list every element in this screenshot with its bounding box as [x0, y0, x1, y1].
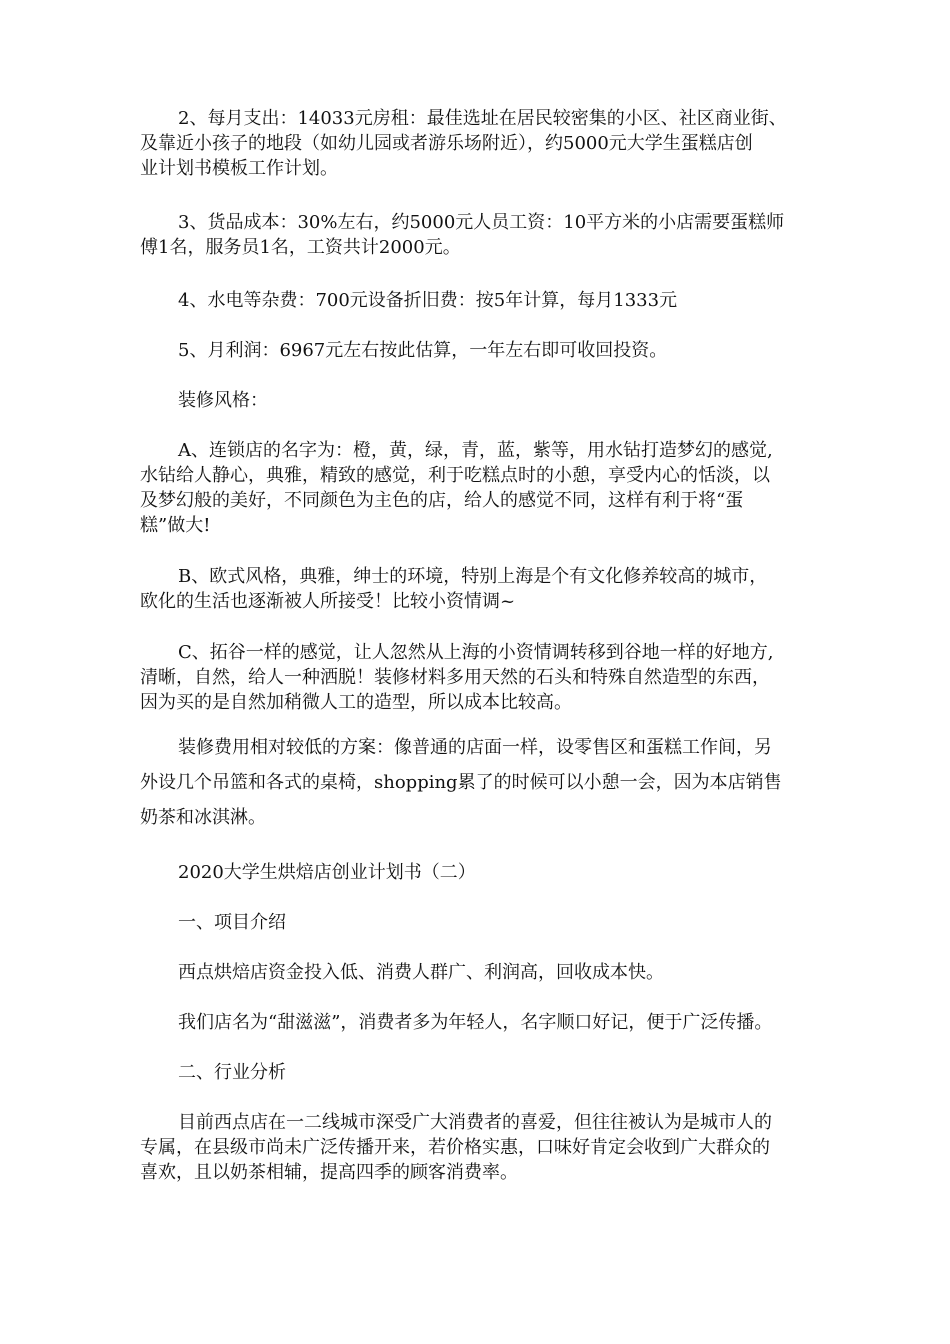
text-line: 2、每月支出：14033元房租：最佳选址在居民较密集的小区、社区商业街、: [178, 108, 787, 129]
heading-project-intro: [140, 910, 286, 935]
paragraph-style-b: [140, 564, 767, 614]
text-line: 我们店名为“甜滋滋”，消费者多为年轻人，名字顺口好记，便于广泛传播。: [178, 1012, 773, 1033]
text-line: 西点烘焙店资金投入低、消费人群广、利润高，回收成本快。: [178, 962, 664, 983]
heading-industry-analysis: [140, 1060, 286, 1085]
text-line: C、拓谷一样的感觉，让人忽然从上海的小资情调转移到谷地一样的好地方,: [178, 642, 774, 663]
paragraph-intro-2: [140, 1010, 772, 1035]
paragraph-intro-1: [140, 960, 664, 985]
text-line: 5、月利润：6967元左右按此估算，一年左右即可收回投资。: [178, 340, 668, 361]
text-line: 喜欢，且以奶茶相辅，提高四季的顾客消费率。: [140, 1162, 518, 1183]
text-line: 及靠近小孩子的地段（如幼儿园或者游乐场附近），约5000元大学生蛋糕店创: [140, 133, 753, 154]
paragraph-industry: [140, 1110, 772, 1185]
text-line: 2020大学生烘焙店创业计划书（二）: [178, 862, 476, 883]
text-line: 清晰，自然，给人一种洒脱！装修材料多用天然的石头和特殊自然造型的东西，: [140, 667, 770, 688]
section-title: [140, 860, 476, 885]
text-line: 二、行业分析: [178, 1062, 286, 1083]
paragraph-utilities: [140, 288, 677, 313]
text-line: 欧化的生活也逐渐被人所接受！比较小资情调~: [140, 591, 516, 612]
text-line: 专属，在县级市尚未广泛传播开来，若价格实惠，口味好肯定会收到广大群众的: [140, 1137, 770, 1158]
text-line: B、欧式风格，典雅，绅士的环境，特别上海是个有文化修养较高的城市，: [178, 566, 768, 587]
text-line: 目前西点店在一二线城市深受广大消费者的喜爱，但往往被认为是城市人的: [178, 1112, 772, 1133]
text-line: 一、项目介绍: [178, 912, 286, 933]
paragraph-goods-cost: [140, 210, 784, 260]
text-line: A、连锁店的名字为：橙，黄，绿，青，蓝，紫等，用水钻打造梦幻的感觉,: [178, 440, 773, 461]
text-line: 糕”做大!: [140, 515, 211, 536]
text-line: 水钻给人静心，典雅，精致的感觉，利于吃糕点时的小憩，享受内心的恬淡，以: [140, 465, 770, 486]
text-line: 外设几个吊篮和各式的桌椅，shopping累了的时候可以小憩一会，因为本店销售: [140, 772, 782, 793]
paragraph-style-a: [140, 438, 773, 538]
paragraph-monthly-profit: [140, 338, 667, 363]
text-line: 3、货品成本：30%左右，约5000元人员工资：10平方米的小店需要蛋糕师: [178, 212, 785, 233]
text-line: 傅1名，服务员1名，工资共计2000元。: [140, 237, 461, 258]
text-line: 奶茶和冰淇淋。: [140, 807, 266, 828]
paragraph-low-cost-plan: [140, 730, 782, 835]
text-line: 及梦幻般的美好，不同颜色为主色的店，给人的感觉不同，这样有利于将“蛋: [140, 490, 744, 511]
text-line: 业计划书模板工作计划。: [140, 158, 338, 179]
paragraph-monthly-expense: [140, 106, 787, 181]
paragraph-style-c: [140, 640, 774, 715]
text-line: 装修风格：: [178, 390, 268, 411]
text-line: 因为买的是自然加稍微人工的造型，所以成本比较高。: [140, 692, 572, 713]
text-line: 装修费用相对较低的方案：像普通的店面一样，设零售区和蛋糕工作间，另: [178, 737, 772, 758]
text-line: 4、水电等杂费：700元设备折旧费：按5年计算，每月1333元: [178, 290, 678, 311]
heading-decoration-style: [140, 388, 268, 413]
